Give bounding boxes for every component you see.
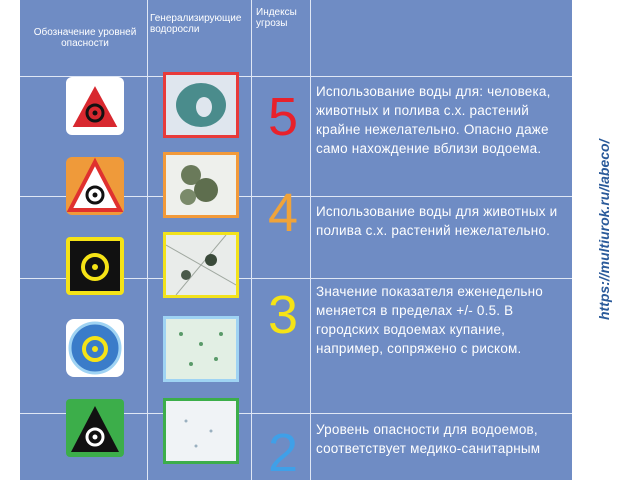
level-description: Использование воды для: человека, животных и полива с.х. растений крайне нежелательно. Опасно даже само нахождение вблизи водоема.: [316, 84, 551, 156]
column-divider: [310, 0, 311, 480]
threat-index-5: 5: [267, 87, 299, 147]
biohazard-green-icon: [65, 398, 125, 458]
header-level-designation: Обозначение уровней опасности: [33, 27, 137, 49]
source-watermark: https://multiurok.ru/labeco/: [596, 139, 612, 320]
algae-photo: [163, 72, 239, 138]
column-divider: [147, 0, 148, 480]
header-generalizing-algae: Генерализирующие водоросли: [150, 13, 242, 35]
header-threat-indices: Индексы угрозы: [256, 7, 297, 29]
column-divider: [251, 0, 252, 480]
algae-photo: [163, 152, 239, 218]
biohazard-red-icon: [65, 76, 125, 136]
algae-photo: [163, 316, 239, 382]
level-description: Значение показателя еженедельно меняется в пределах +/- 0.5. В городских водоемах купание, например, сопряжено с риском.: [316, 284, 543, 356]
level-description: Уровень опасности для водоемов, соответствует медико-санитарным: [316, 422, 541, 456]
threat-index-3: 3: [267, 285, 299, 345]
level-description: Использование воды для животных и полива с.х. растений нежелательно.: [316, 204, 558, 238]
biohazard-yellow-icon: [65, 236, 125, 296]
biohazard-blue-icon: [65, 318, 125, 378]
algae-photo: [163, 398, 239, 464]
algae-photo: [163, 232, 239, 298]
threat-index-2: 2: [267, 423, 299, 483]
biohazard-orange-icon: [65, 156, 125, 216]
threat-index-4: 4: [267, 183, 299, 243]
